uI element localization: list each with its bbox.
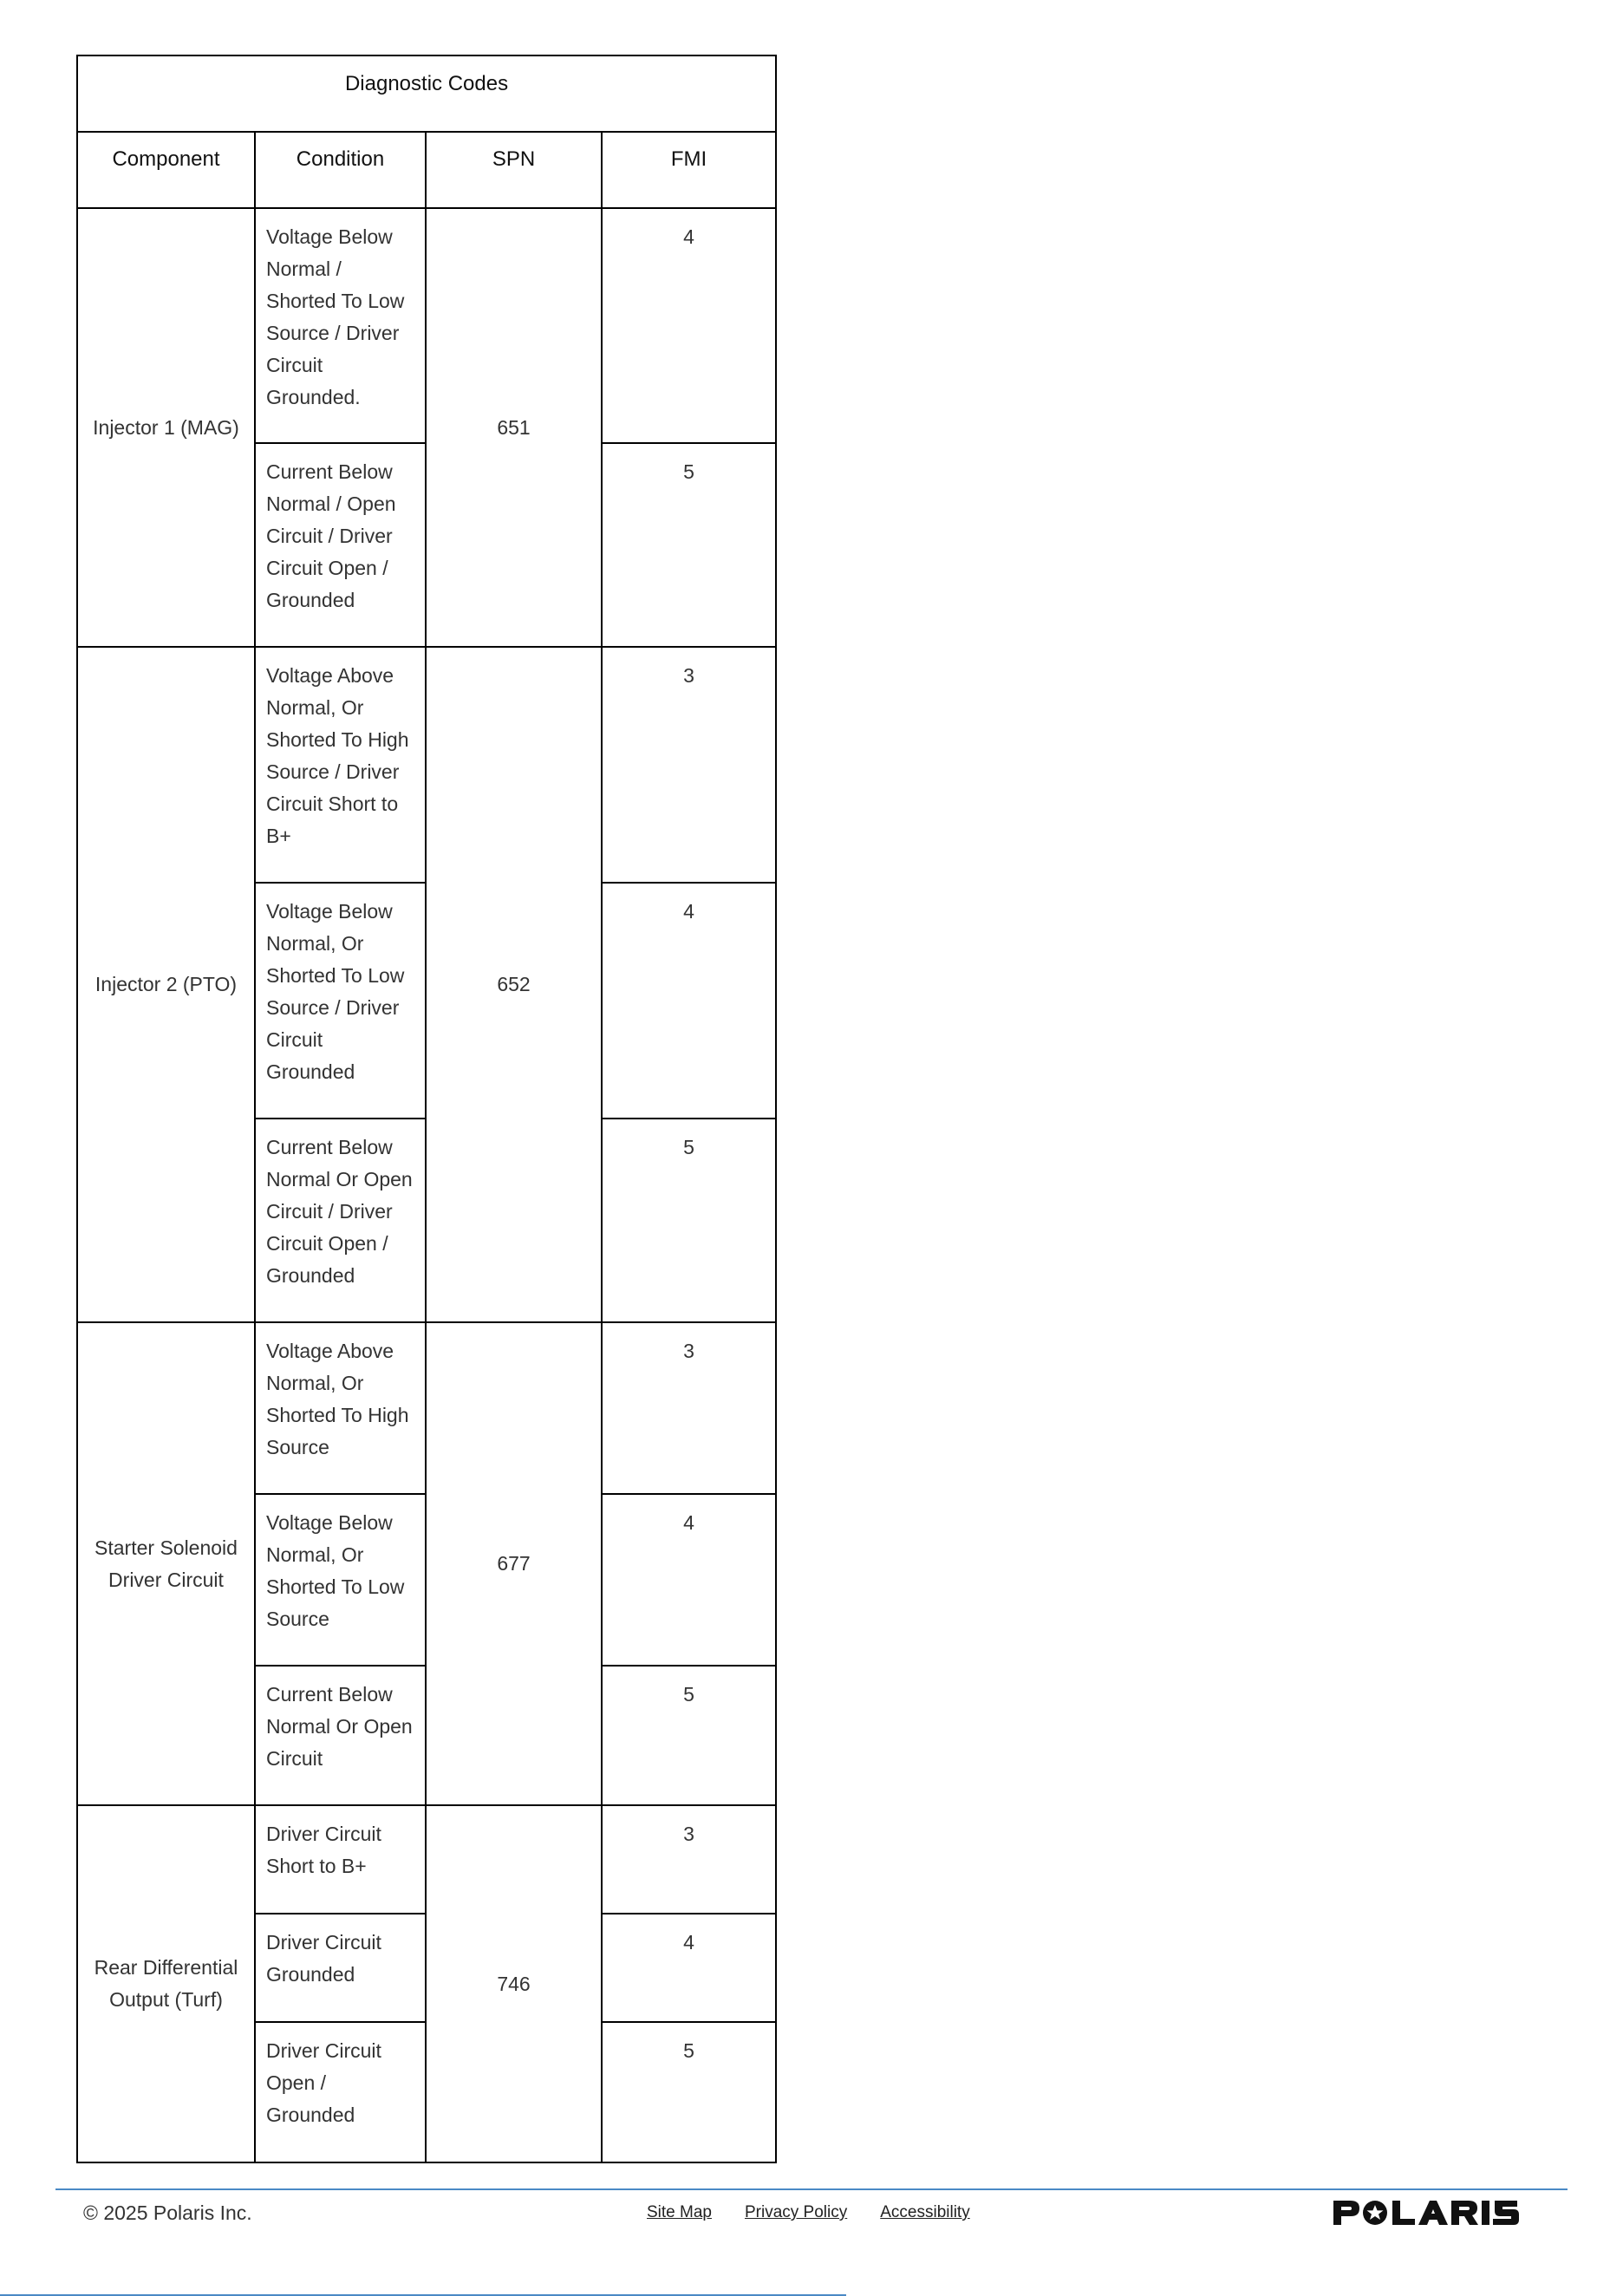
table-title: Diagnostic Codes (77, 55, 776, 132)
condition-cell: Driver Circuit Grounded (255, 1914, 426, 2022)
spn-cell: 652 (426, 647, 602, 1322)
accessibility-link[interactable]: Accessibility (880, 2203, 970, 2221)
condition-cell: Driver Circuit Short to B+ (255, 1805, 426, 1914)
condition-cell: Voltage Above Normal, Or Shorted To High Source / Driver Circuit Short to B+ (255, 647, 426, 883)
privacy-policy-link[interactable]: Privacy Policy (744, 2203, 848, 2221)
table-row (77, 1322, 776, 1494)
fmi-cell: 4 (602, 1914, 776, 2022)
condition-cell: Voltage Below Normal, Or Shorted To Low Source (255, 1494, 426, 1666)
condition-cell: Voltage Below Normal / Shorted To Low Source / Driver Circuit Grounded. (255, 208, 426, 443)
site-map-link[interactable]: Site Map (647, 2203, 712, 2221)
header-fmi: FMI (602, 132, 776, 208)
fmi-cell: 4 (602, 1494, 776, 1666)
condition-cell: Current Below Normal Or Open Circuit / Driver Circuit Open / Grounded (255, 1119, 426, 1322)
header-spn: SPN (426, 132, 602, 208)
condition-cell: Voltage Below Normal, Or Shorted To Low Source / Driver Circuit Grounded (255, 883, 426, 1119)
header-component: Component (77, 132, 255, 208)
spn-cell: 677 (426, 1322, 602, 1805)
polaris-logo-mark (1332, 2197, 1540, 2228)
spn-cell: 746 (426, 1805, 602, 2162)
diagnostic-codes-table (76, 55, 777, 2163)
condition-cell: Current Below Normal Or Open Circuit (255, 1666, 426, 1805)
fmi-cell: 5 (602, 1666, 776, 1805)
condition-cell: Voltage Above Normal, Or Shorted To High Source (255, 1322, 426, 1494)
table-row (77, 647, 776, 883)
header-condition: Condition (255, 132, 426, 208)
fmi-cell: 5 (602, 443, 776, 647)
fmi-cell: 3 (602, 647, 776, 883)
component-cell: Starter Solenoid Driver Circuit (77, 1322, 255, 1805)
copyright-text: © 2025 Polaris Inc. (83, 2201, 252, 2224)
footer-links (647, 2203, 970, 2222)
component-cell: Rear Differential Output (Turf) (77, 1805, 255, 2162)
table-row (77, 208, 776, 443)
fmi-cell: 5 (602, 2022, 776, 2162)
condition-cell: Current Below Normal / Open Circuit / Driver Circuit Open / Grounded (255, 443, 426, 647)
spn-cell: 651 (426, 208, 602, 647)
polaris-logo[interactable] (1332, 2197, 1540, 2228)
footer-divider (55, 2188, 1568, 2190)
fmi-cell: 3 (602, 1805, 776, 1914)
fmi-cell: 4 (602, 208, 776, 443)
table-row (77, 1805, 776, 1914)
fmi-cell: 3 (602, 1322, 776, 1494)
fmi-cell: 4 (602, 883, 776, 1119)
component-cell: Injector 1 (MAG) (77, 208, 255, 647)
condition-cell: Driver Circuit Open / Grounded (255, 2022, 426, 2162)
component-cell: Injector 2 (PTO) (77, 647, 255, 1322)
fmi-cell: 5 (602, 1119, 776, 1322)
